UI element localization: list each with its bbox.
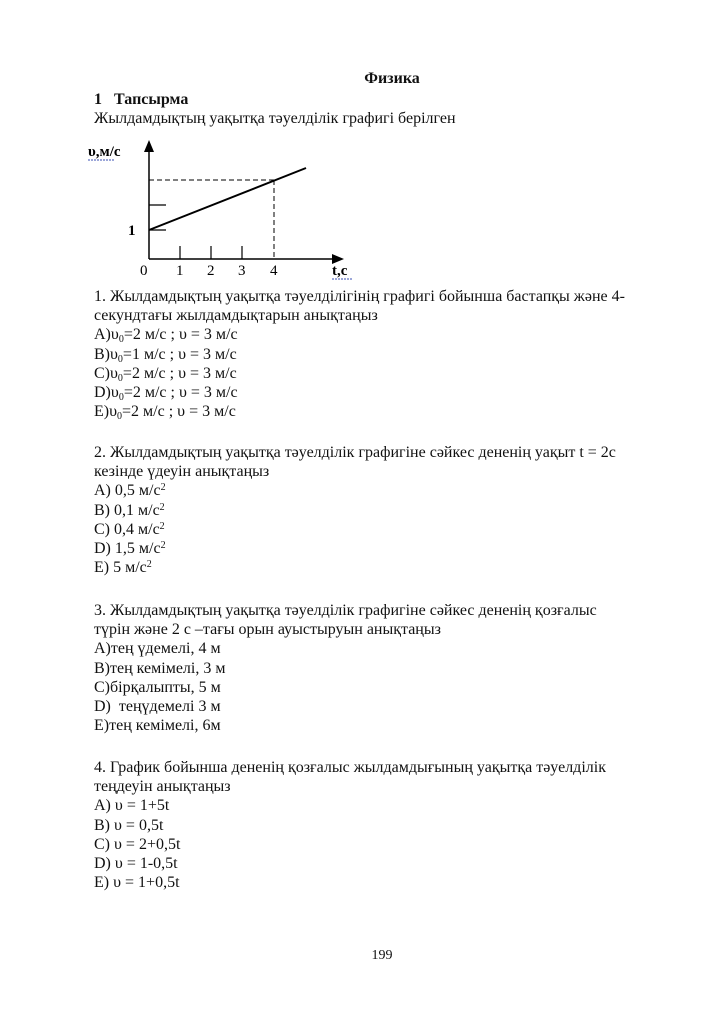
answer-option-c[interactable]	[94, 678, 674, 697]
subscript: 0	[118, 392, 124, 404]
option-text: 0,1 м/с	[110, 501, 160, 519]
x-tick-2: 2	[207, 263, 215, 279]
option-text: 1,5 м/с	[110, 540, 161, 558]
answer-option-c[interactable]	[94, 364, 674, 383]
question-text: 4. График бойынша дененің қозғалыс жылдамдығының уақытқа тәуелділік	[94, 759, 606, 776]
option-letter: D)	[94, 698, 111, 716]
option-letter: E)	[94, 559, 110, 577]
y-tick-label: 1	[128, 223, 136, 239]
question-1	[94, 287, 674, 421]
answer-option-b[interactable]	[94, 659, 674, 678]
answer-option-c[interactable]	[94, 835, 674, 854]
x-tick-0: 0	[140, 263, 148, 279]
option-text: υ	[110, 364, 118, 382]
option-letter: B)	[94, 816, 110, 834]
option-letter: E)	[94, 717, 110, 735]
option-text: υ = 2+0,5t	[110, 835, 181, 853]
answer-option-b[interactable]	[94, 816, 674, 835]
answer-option-d[interactable]	[94, 383, 674, 402]
answer-option-d[interactable]	[94, 697, 674, 716]
option-letter: B)	[94, 501, 110, 519]
superscript: 2	[146, 559, 152, 571]
subscript: 0	[117, 372, 123, 384]
answer-option-e[interactable]	[94, 558, 674, 577]
option-letter: D)	[94, 540, 111, 558]
answer-option-a[interactable]	[94, 639, 674, 658]
option-letter: A)	[94, 640, 111, 658]
question-text: 2. Жылдамдықтың уақытқа тәуелділік графигіне сәйкес дененің уақыт t = 2с	[94, 444, 616, 461]
option-text: =2 м/с ; υ = 3 м/с	[122, 403, 236, 421]
option-letter: D)	[94, 855, 111, 873]
question-text: теңдеуін анықтаңыз	[94, 778, 231, 796]
question-text: 3. Жылдамдықтың уақытқа тәуелділік графигіне сәйкес дененің қозғалыс	[94, 602, 597, 619]
y-axis-label: υ,м/с	[88, 144, 121, 160]
option-text: υ	[110, 326, 119, 344]
option-letter: B)	[94, 345, 110, 363]
option-text: =2 м/с ; υ = 3 м/с	[122, 364, 237, 382]
task-heading: 1 Тапсырма	[94, 91, 189, 108]
answer-option-b[interactable]	[94, 501, 674, 520]
option-letter: B)	[94, 659, 110, 677]
option-letter: A)	[94, 326, 111, 344]
subscript: 0	[118, 334, 124, 346]
answer-option-e[interactable]	[94, 873, 674, 892]
option-text: =1 м/с ; υ = 3 м/с	[122, 345, 237, 363]
x-tick-1: 1	[176, 263, 184, 279]
answer-option-a[interactable]	[94, 796, 674, 815]
option-letter: C)	[94, 678, 110, 696]
option-text: 0,4 м/с	[110, 520, 160, 538]
option-letter: C)	[94, 364, 110, 382]
task-intro: Жылдамдықтың уақытқа тәуелділік графигі берілген	[94, 110, 456, 127]
option-letter: A)	[94, 482, 111, 500]
answer-option-d[interactable]	[94, 854, 674, 873]
option-text: бірқалыпты, 5 м	[110, 678, 221, 696]
question-text: 1. Жылдамдықтың уақытқа тәуелділігінің графигі бойынша бастапқы және 4-	[94, 288, 625, 305]
option-letter: A)	[94, 797, 111, 815]
answer-option-d[interactable]	[94, 539, 674, 558]
option-text: 5 м/с	[109, 559, 147, 577]
answer-option-e[interactable]	[94, 402, 674, 421]
superscript: 2	[159, 501, 165, 513]
superscript: 2	[160, 482, 166, 494]
option-text: υ	[110, 345, 118, 363]
question-3	[94, 601, 674, 735]
answer-option-e[interactable]	[94, 716, 674, 735]
velocity-time-graph	[86, 138, 376, 283]
question-text: түрін және 2 с –тағы орын ауыстыруын анықтаңыз	[94, 621, 441, 639]
option-text: υ = 1+5t	[110, 797, 170, 815]
page-number: 199	[371, 948, 393, 963]
option-text: υ = 0,5t	[110, 816, 164, 834]
subscript: 0	[117, 411, 123, 423]
option-text: =2 м/с ; υ = 3 м/с	[123, 326, 238, 344]
answer-option-a[interactable]	[94, 325, 674, 344]
option-text: тең кемімелі, 3 м	[110, 659, 226, 677]
page-title: Физика	[364, 70, 420, 87]
superscript: 2	[160, 540, 166, 552]
option-text: тең кемімелі, 6м	[109, 717, 221, 735]
option-text: =2 м/с ; υ = 3 м/с	[123, 384, 238, 402]
question-2	[94, 443, 674, 577]
option-text: 0,5 м/с	[110, 482, 161, 500]
question-4	[94, 758, 674, 892]
x-tick-3: 3	[238, 263, 246, 279]
option-letter: E)	[94, 403, 110, 421]
option-text: υ = 1-0,5t	[110, 855, 178, 873]
option-text: υ	[109, 403, 118, 421]
option-text: υ	[110, 384, 119, 402]
x-tick-4: 4	[270, 263, 278, 279]
x-axis-label: t,с	[332, 263, 348, 279]
answer-option-a[interactable]	[94, 481, 674, 500]
option-letter: C)	[94, 520, 110, 538]
subscript: 0	[117, 353, 123, 365]
question-text: кезінде үдеуін анықтаңыз	[94, 463, 270, 481]
answer-option-c[interactable]	[94, 520, 674, 539]
option-letter: D)	[94, 384, 111, 402]
option-letter: C)	[94, 835, 110, 853]
option-letter: E)	[94, 874, 110, 892]
question-text: секундтағы жылдамдықтарын анықтаңыз	[94, 307, 378, 325]
option-text: теңүдемелі 3 м	[110, 698, 221, 716]
option-text: тең үдемелі, 4 м	[110, 640, 221, 658]
superscript: 2	[159, 520, 165, 532]
answer-option-b[interactable]	[94, 345, 674, 364]
option-text: υ = 1+0,5t	[109, 874, 180, 892]
